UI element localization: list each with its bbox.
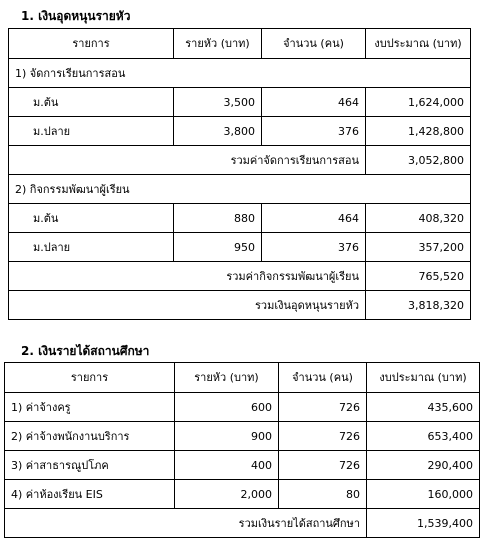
- header-budget: งบประมาณ (บาท): [366, 29, 471, 59]
- row-count: 376: [262, 233, 366, 262]
- subtotal-label: รวมค่าจัดการเรียนการสอน: [9, 146, 366, 175]
- group1-label: 1) จัดการเรียนการสอน: [9, 59, 471, 88]
- row-name: 1) ค่าจ้างครู: [5, 393, 175, 422]
- row-per-head: 950: [174, 233, 262, 262]
- row-per-head: 3,500: [174, 88, 262, 117]
- row-budget: 435,600: [367, 393, 480, 422]
- table-header-row: [9, 29, 471, 59]
- group-row: [9, 175, 471, 204]
- total-value: 3,818,320: [366, 291, 471, 320]
- header-count: จำนวน (คน): [262, 29, 366, 59]
- table-row: [9, 88, 471, 117]
- row-count: 80: [279, 480, 367, 509]
- subtotal-label: รวมค่ากิจกรรมพัฒนาผู้เรียน: [9, 262, 366, 291]
- header-item: รายการ: [5, 363, 175, 393]
- row-budget: 1,428,800: [366, 117, 471, 146]
- table-row: [9, 233, 471, 262]
- row-name: ม.ต้น: [9, 204, 174, 233]
- row-budget: 290,400: [367, 451, 480, 480]
- row-budget: 357,200: [366, 233, 471, 262]
- total-row: [9, 291, 471, 320]
- table-header-row: [5, 363, 480, 393]
- row-budget: 160,000: [367, 480, 480, 509]
- table-row: [5, 393, 480, 422]
- row-budget: 1,624,000: [366, 88, 471, 117]
- row-per-head: 600: [175, 393, 279, 422]
- row-budget: 408,320: [366, 204, 471, 233]
- group2-label: 2) กิจกรรมพัฒนาผู้เรียน: [9, 175, 471, 204]
- header-item: รายการ: [9, 29, 174, 59]
- total-label: รวมเงินอุดหนุนรายหัว: [9, 291, 366, 320]
- section1-title: 1. เงินอุดหนุนรายหัว: [21, 9, 131, 23]
- row-count: 464: [262, 88, 366, 117]
- row-count: 464: [262, 204, 366, 233]
- total-row: [5, 509, 480, 538]
- school-income-table: [4, 362, 480, 538]
- group-row: [9, 59, 471, 88]
- table-row: [5, 422, 480, 451]
- row-per-head: 2,000: [175, 480, 279, 509]
- row-per-head: 880: [174, 204, 262, 233]
- row-per-head: 3,800: [174, 117, 262, 146]
- header-budget: งบประมาณ (บาท): [367, 363, 480, 393]
- row-name: 3) ค่าสาธารณูปโภค: [5, 451, 175, 480]
- row-name: ม.ต้น: [9, 88, 174, 117]
- row-count: 376: [262, 117, 366, 146]
- header-per-head: รายหัว (บาท): [175, 363, 279, 393]
- per-head-subsidy-table: [8, 28, 471, 320]
- table-row: [9, 117, 471, 146]
- row-name: 2) ค่าจ้างพนักงานบริการ: [5, 422, 175, 451]
- subtotal-value: 765,520: [366, 262, 471, 291]
- header-per-head: รายหัว (บาท): [174, 29, 262, 59]
- row-per-head: 900: [175, 422, 279, 451]
- subtotal-row: [9, 146, 471, 175]
- table-row: [5, 480, 480, 509]
- row-per-head: 400: [175, 451, 279, 480]
- row-budget: 653,400: [367, 422, 480, 451]
- section2-title: 2. เงินรายได้สถานศึกษา: [21, 344, 150, 358]
- row-count: 726: [279, 451, 367, 480]
- row-count: 726: [279, 393, 367, 422]
- row-count: 726: [279, 422, 367, 451]
- table-row: [5, 451, 480, 480]
- subtotal-value: 3,052,800: [366, 146, 471, 175]
- row-name: ม.ปลาย: [9, 117, 174, 146]
- total-value: 1,539,400: [367, 509, 480, 538]
- row-name: 4) ค่าห้องเรียน EIS: [5, 480, 175, 509]
- row-name: ม.ปลาย: [9, 233, 174, 262]
- header-count: จำนวน (คน): [279, 363, 367, 393]
- subtotal-row: [9, 262, 471, 291]
- table-row: [9, 204, 471, 233]
- total-label: รวมเงินรายได้สถานศึกษา: [5, 509, 367, 538]
